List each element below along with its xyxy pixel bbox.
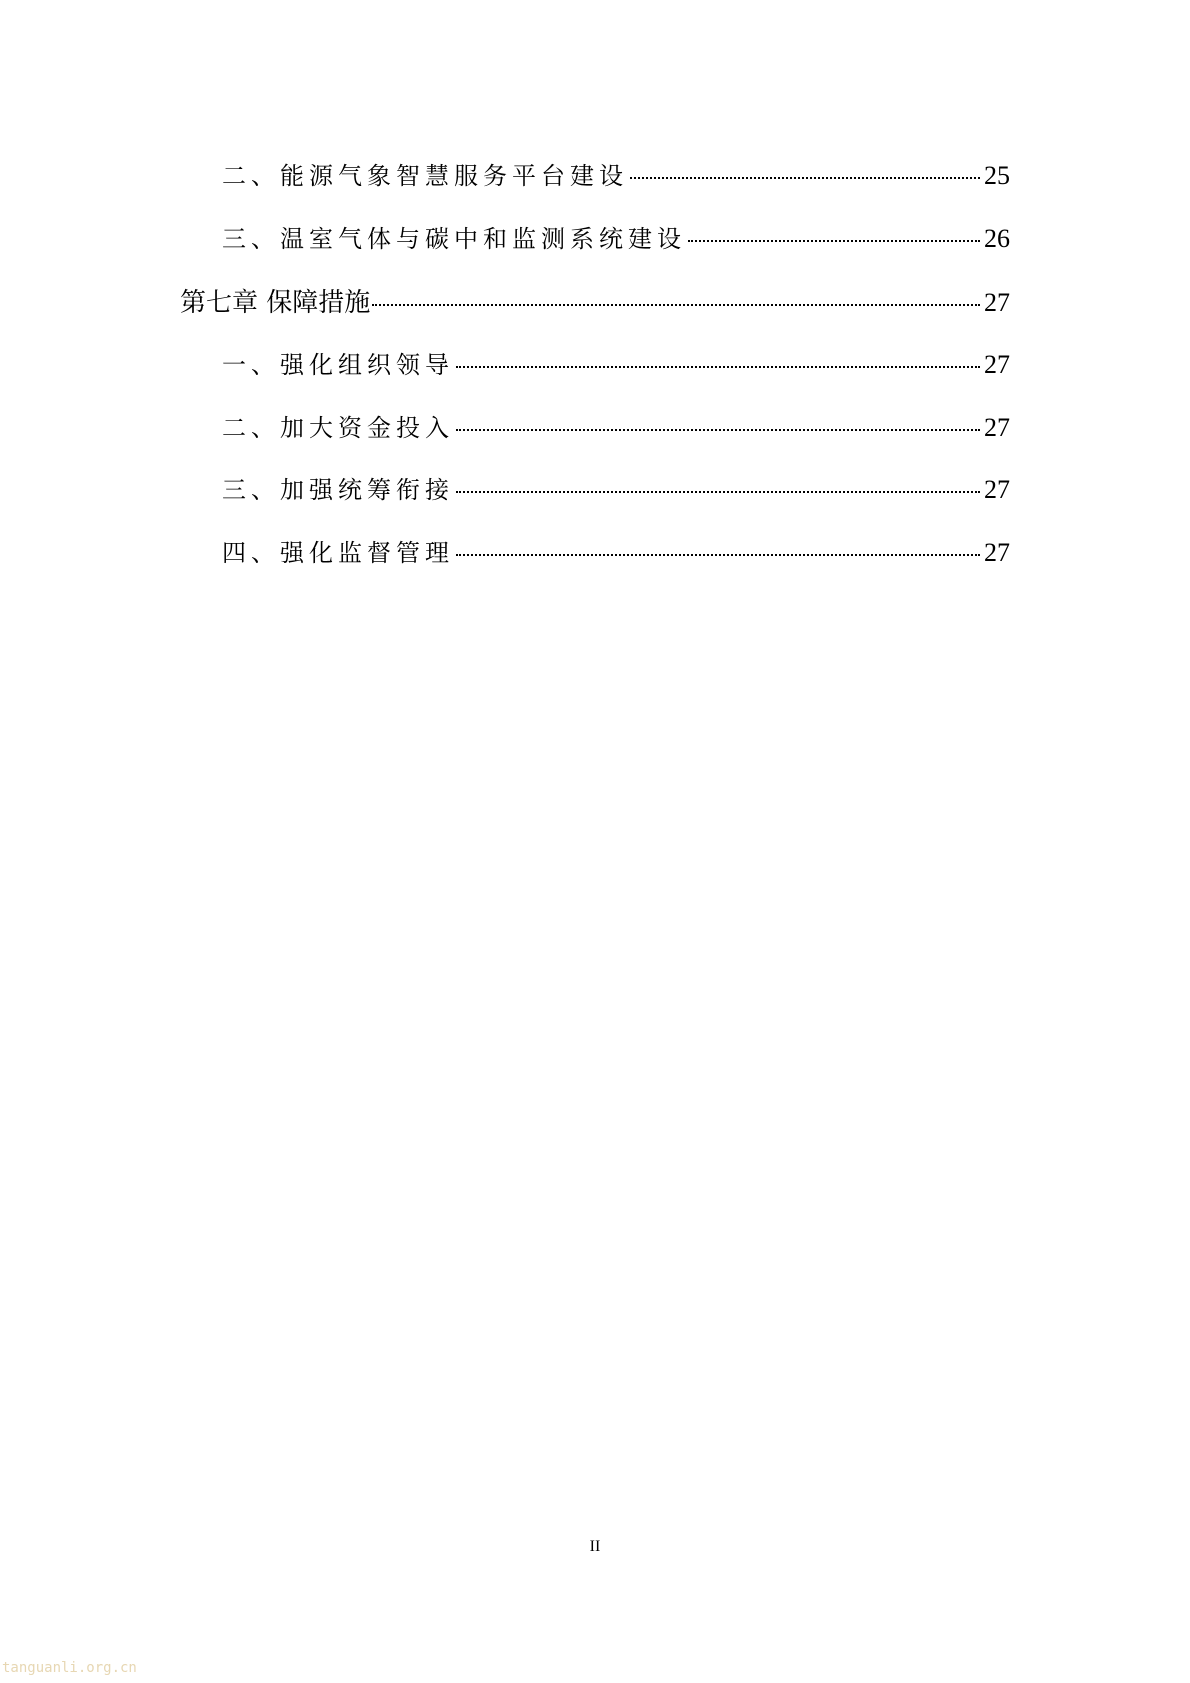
toc-dot-leader — [456, 366, 980, 368]
toc-entry-page: 26 — [984, 224, 1010, 253]
toc-chapter-title: 第七章 保障措施 — [180, 288, 371, 318]
toc-dot-leader — [372, 304, 980, 306]
toc-entry[interactable] — [222, 219, 1010, 259]
toc-chapter-entry[interactable] — [180, 282, 1010, 322]
toc-entry[interactable] — [222, 156, 1010, 196]
toc-entry-page: 27 — [984, 413, 1010, 442]
toc-entry-title: 三、温室气体与碳中和监测系统建设 — [222, 225, 686, 253]
toc-entry-page: 27 — [984, 475, 1010, 504]
toc-entry-title: 二、能源气象智慧服务平台建设 — [222, 162, 628, 190]
toc-entry[interactable] — [222, 533, 1010, 573]
toc-entry-page: 25 — [984, 161, 1010, 190]
toc-entry-title: 二、加大资金投入 — [222, 414, 454, 442]
toc-entry[interactable] — [222, 345, 1010, 385]
toc-entry-title: 一、强化组织领导 — [222, 351, 454, 379]
toc-dot-leader — [456, 429, 980, 431]
toc-entry[interactable] — [222, 470, 1010, 510]
toc-entry-page: 27 — [984, 538, 1010, 567]
toc-entry-page: 27 — [984, 350, 1010, 379]
toc-entry-title: 三、加强统筹衔接 — [222, 476, 454, 504]
toc-entry-title: 四、强化监督管理 — [222, 539, 454, 567]
toc-dot-leader — [630, 177, 980, 179]
toc-dot-leader — [456, 491, 980, 493]
page-number: II — [589, 1538, 601, 1555]
toc-entry[interactable] — [222, 408, 1010, 448]
toc-dot-leader — [688, 240, 980, 242]
watermark: tanguanli.org.cn — [2, 1660, 137, 1676]
toc-dot-leader — [456, 554, 980, 556]
toc-entry-page: 27 — [984, 288, 1010, 317]
